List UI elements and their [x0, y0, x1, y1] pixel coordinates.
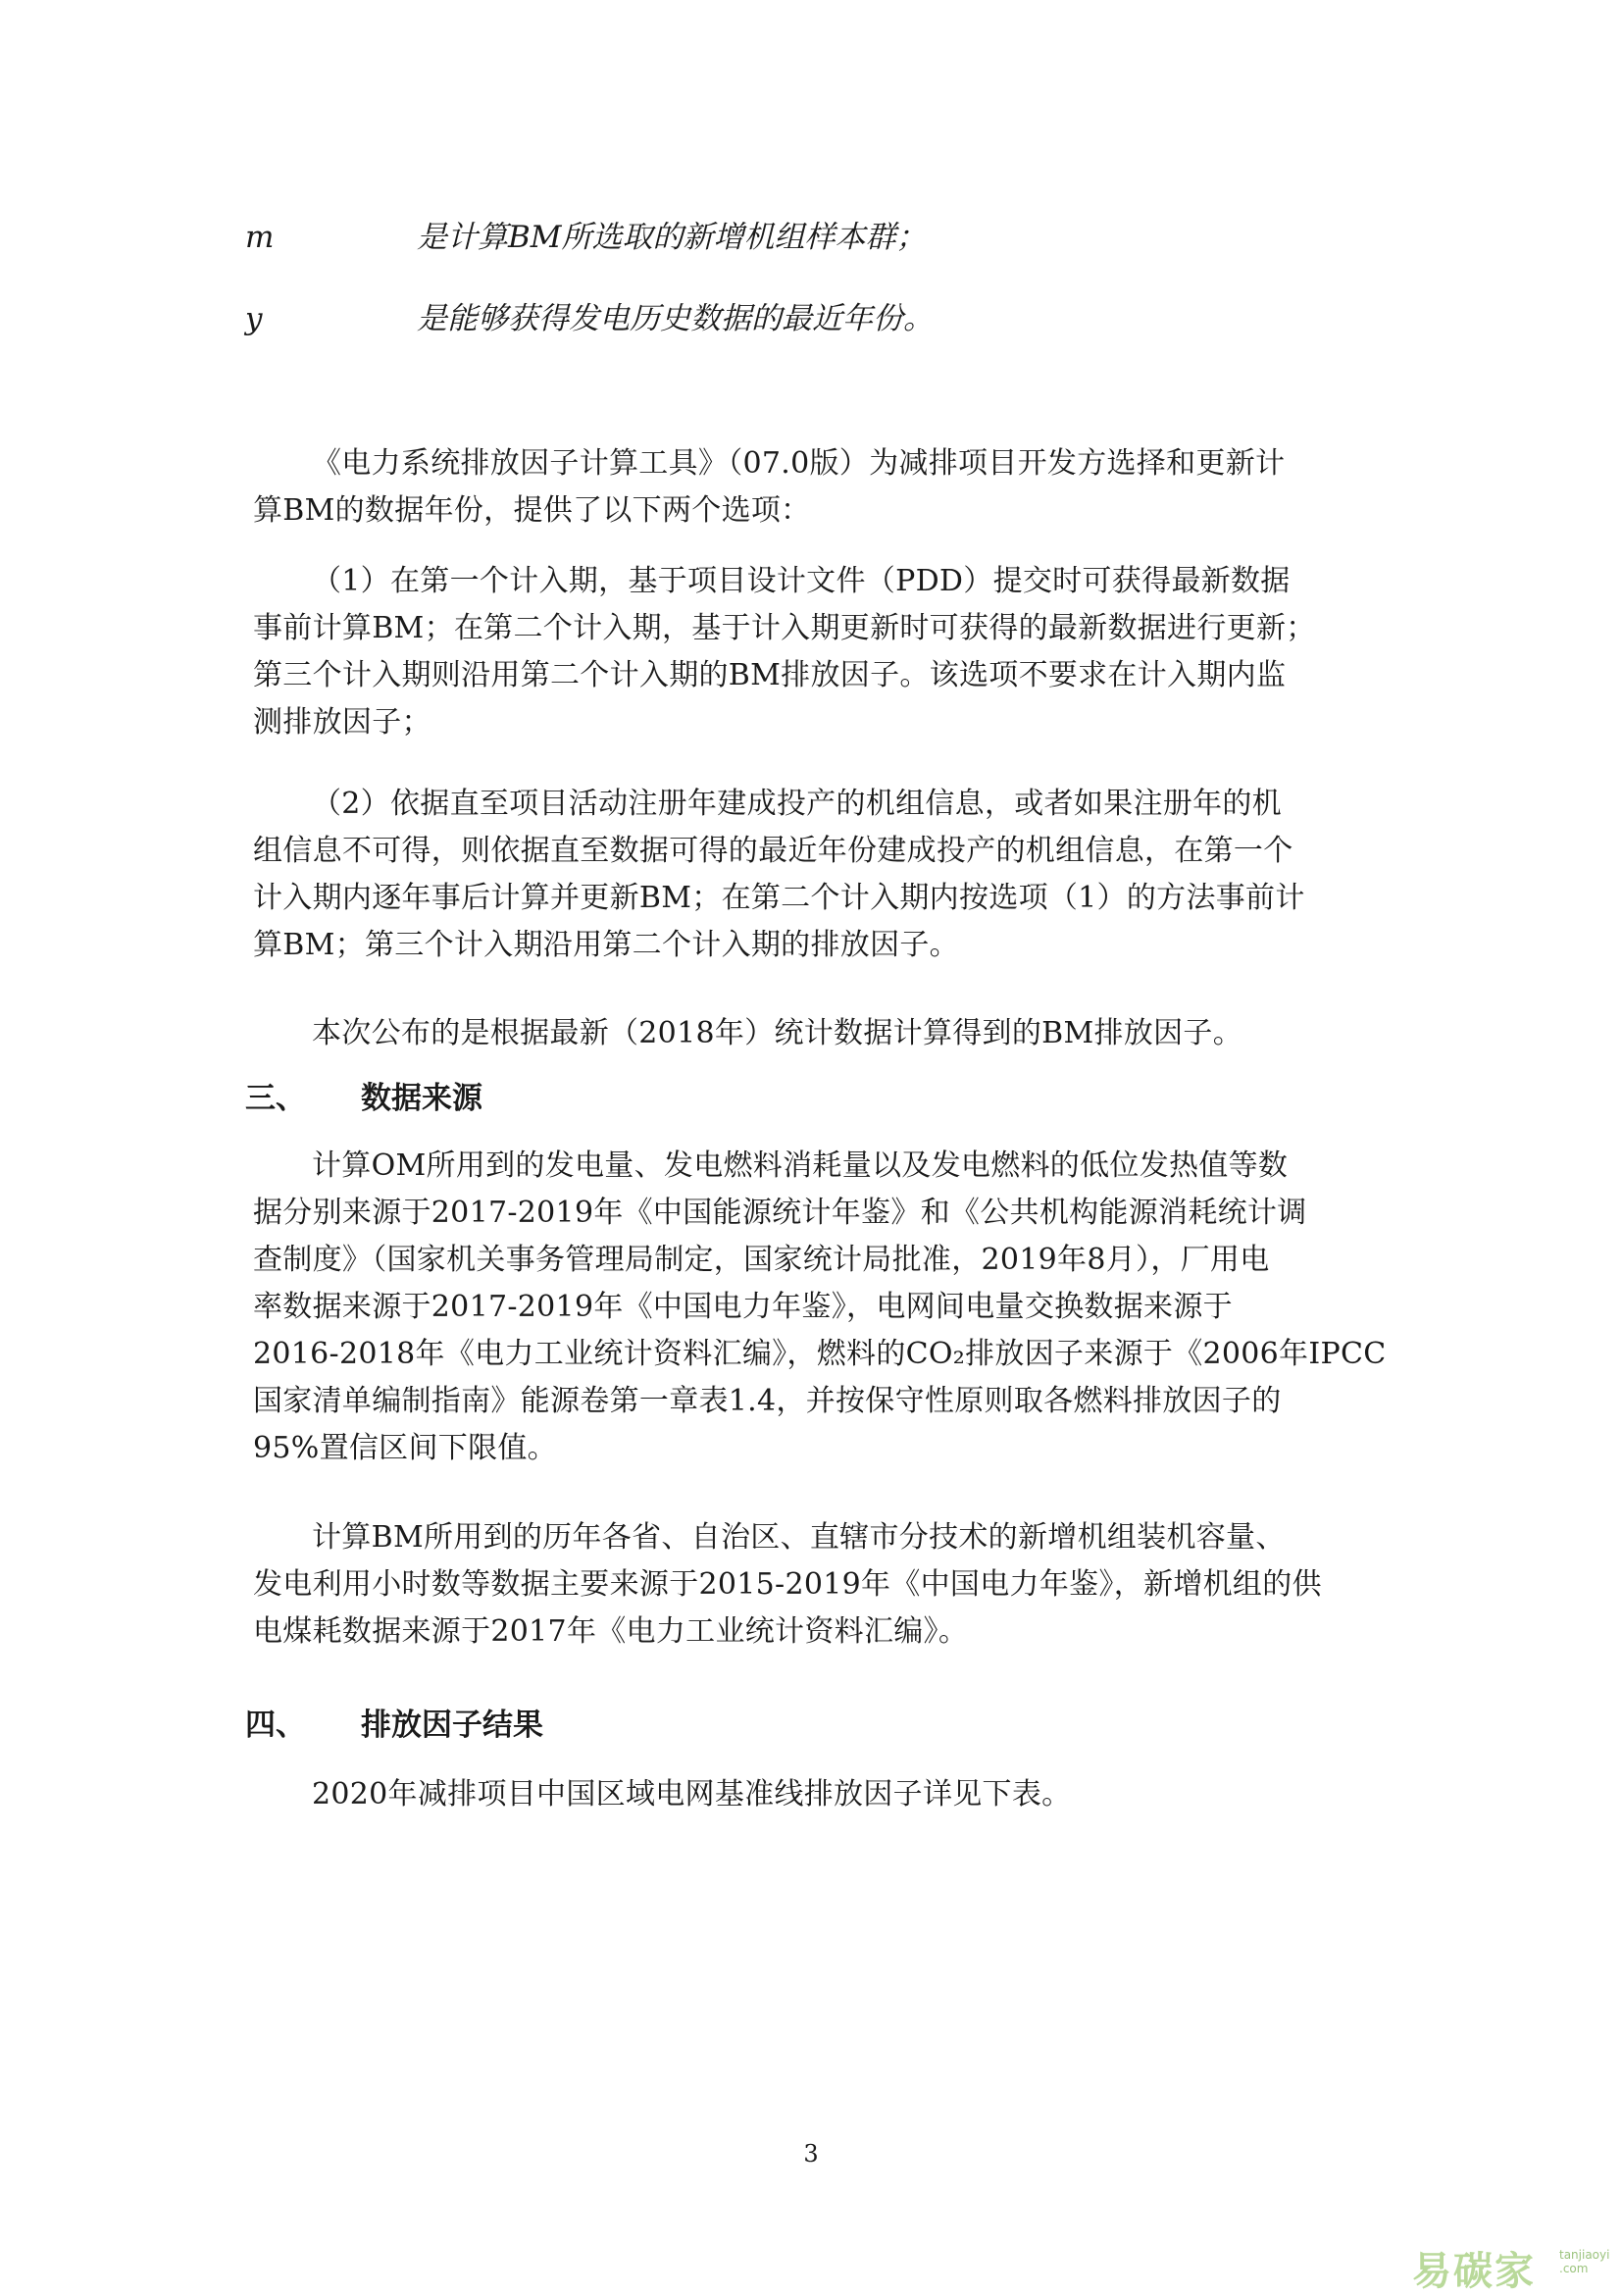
section-title: 数据来源	[361, 1081, 482, 1116]
definition-text: 是计算BM所选取的新增机组样本群；	[417, 220, 927, 255]
paragraph-line: 组信息不可得，则依据直至数据可得的最近年份建成投产的机组信息，在第一个	[253, 834, 1293, 868]
watermark-text: 易碳家	[1412, 2249, 1536, 2294]
page-number: 3	[803, 2140, 819, 2168]
section-title: 排放因子结果	[361, 1708, 543, 1743]
paragraph-line: 事前计算BM；在第二个计入期，基于计入期更新时可获得的最新数据进行更新；	[253, 611, 1316, 645]
paragraph-line: 95%置信区间下限值。	[253, 1431, 557, 1465]
watermark-domain: tanjiaoyi .com	[1559, 2248, 1610, 2275]
paragraph-line: 查制度》（国家机关事务管理局制定，国家统计局批准，2019年8月），厂用电	[253, 1243, 1270, 1277]
paragraph-line: 《电力系统排放因子计算工具》（07.0版）为减排项目开发方选择和更新计	[312, 446, 1286, 481]
definition-text: 是能够获得发电历史数据的最近年份。	[417, 301, 934, 336]
paragraph-line: 国家清单编制指南》能源卷第一章表1.4，并按保守性原则取各燃料排放因子的	[253, 1384, 1282, 1418]
section-3-heading	[245, 1075, 482, 1122]
watermark-logo	[1412, 2240, 1618, 2294]
paragraph-line: 电煤耗数据来源于2017年《电力工业统计资料汇编》。	[253, 1614, 969, 1649]
section-number: 四、	[245, 1708, 306, 1743]
paragraph-line: 2016-2018年《电力工业统计资料汇编》，燃料的CO₂排放因子来源于《2006年IPCC	[253, 1337, 1387, 1371]
note-paragraph	[253, 1010, 1381, 1057]
definition-symbol: y	[245, 301, 263, 336]
option-2-paragraph	[253, 781, 1381, 969]
paragraph-line: 发电利用小时数等数据主要来源于2015-2019年《中国电力年鉴》，新增机组的供	[253, 1567, 1322, 1602]
intro-paragraph	[253, 440, 1381, 535]
om-source-paragraph	[253, 1143, 1387, 1472]
paragraph-line: 2020年减排项目中国区域电网基准线排放因子详见下表。	[312, 1777, 1072, 1811]
paragraph-line: 算BM；第三个计入期沿用第二个计入期的排放因子。	[253, 928, 959, 962]
paragraph-line: 计算OM所用到的发电量、发电燃料消耗量以及发电燃料的低位发热值等数	[312, 1148, 1289, 1183]
paragraph-line: 计入期内逐年事后计算并更新BM；在第二个计入期内按选项（1）的方法事前计	[253, 881, 1305, 915]
paragraph-line: 第三个计入期则沿用第二个计入期的BM排放因子。该选项不要求在计入期内监	[253, 658, 1287, 692]
definition-m	[245, 218, 927, 257]
paragraph-line: （1）在第一个计入期，基于项目设计文件（PDD）提交时可获得最新数据	[312, 564, 1291, 598]
section-4-heading	[245, 1702, 543, 1749]
paragraph-line: 率数据来源于2017-2019年《中国电力年鉴》，电网间电量交换数据来源于	[253, 1290, 1233, 1324]
paragraph-line: 计算BM所用到的历年各省、自治区、直辖市分技术的新增机组装机容量、	[312, 1520, 1286, 1555]
definition-y	[245, 299, 934, 338]
result-paragraph	[253, 1771, 1381, 1818]
bm-source-paragraph	[253, 1514, 1381, 1656]
option-1-paragraph	[253, 558, 1381, 746]
paragraph-line: 算BM的数据年份，提供了以下两个选项：	[253, 493, 811, 528]
paragraph-line: 据分别来源于2017-2019年《中国能源统计年鉴》和《公共机构能源消耗统计调	[253, 1196, 1307, 1230]
paragraph-line: （2）依据直至项目活动注册年建成投产的机组信息，或者如果注册年的机	[312, 787, 1282, 821]
section-number: 三、	[245, 1081, 306, 1116]
definition-symbol: m	[245, 220, 275, 255]
paragraph-line: 本次公布的是根据最新（2018年）统计数据计算得到的BM排放因子。	[312, 1016, 1243, 1050]
paragraph-line: 测排放因子；	[253, 705, 431, 740]
